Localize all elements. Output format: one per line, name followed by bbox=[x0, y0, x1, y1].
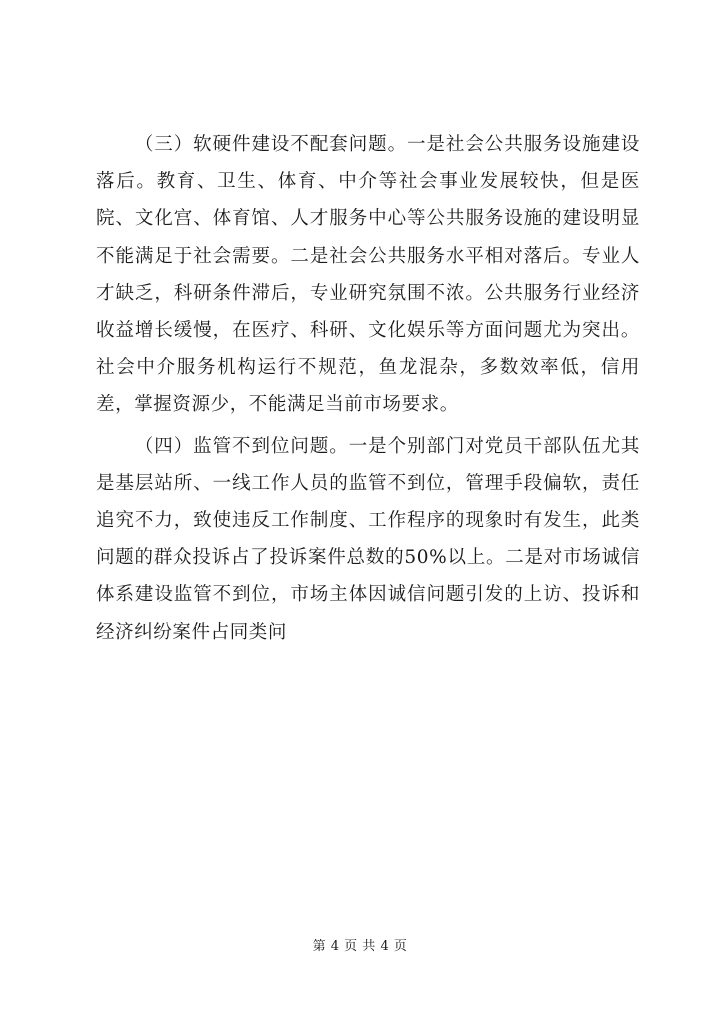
paragraph-supervision: （四）监管不到位问题。一是个别部门对党员干部队伍尤其是基层站所、一线工作人员的监管不到位，管理手段偏软，责任追究不力，致使违反工作制度、工作程序的现象时有发生，此类问题的群众投诉占了投诉案件总数的50%以上。二是对市场诚信体系建设监管不到位，市场主体因诚信问题引发的上访、投诉和经济纠纷案件占同类问 bbox=[96, 435, 640, 643]
page-footer: 第 4 页 共 4 页 bbox=[312, 939, 408, 954]
paragraph-infrastructure: （三）软硬件建设不配套问题。一是社会公共服务设施建设落后。教育、卫生、体育、中介等社会事业发展较快，但是医院、文化宫、体育馆、人才服务中心等公共服务设施的建设明显不能满足于社会需要。二是社会公共服务水平相对落后。专业人才缺乏，科研条件滞后，专业研究氛围不浓。公共服务行业经济收益增长缓慢，在医疗、科研、文化娱乐等方面问题尤为突出。社会中介服务机构运行不规范，鱼龙混杂，多数效率低，信用差，掌握资源少，不能满足当前市场要求。 bbox=[96, 134, 640, 416]
body-text bbox=[96, 126, 640, 655]
